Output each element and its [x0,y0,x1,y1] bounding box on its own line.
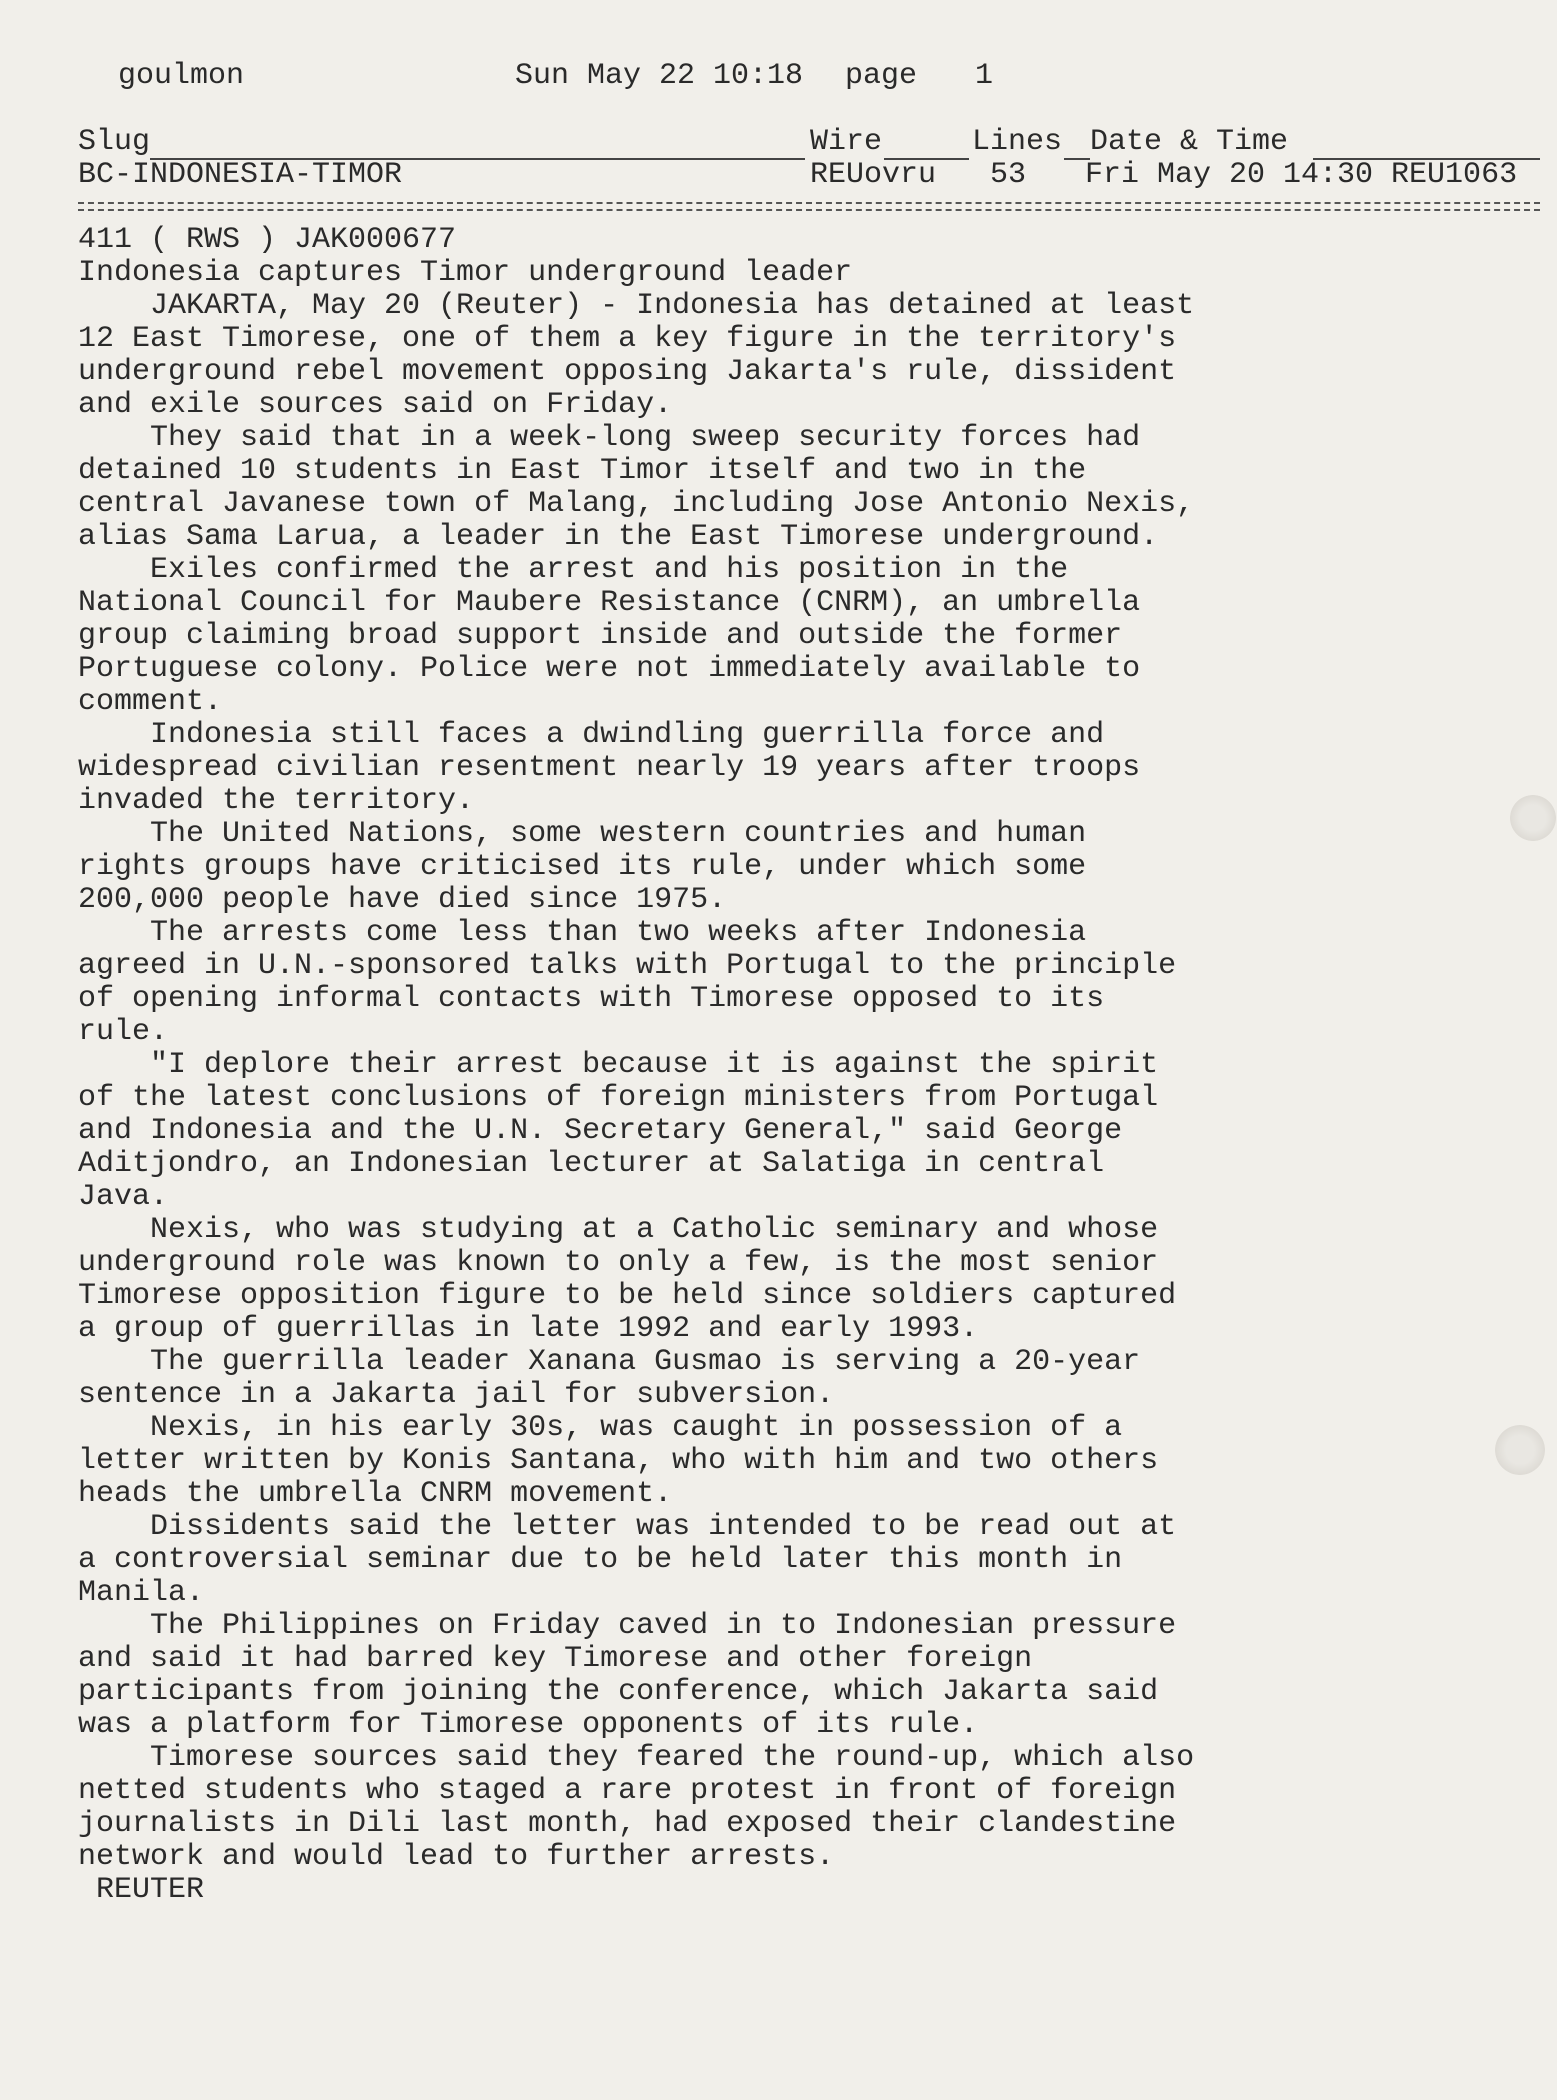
story-line: comment. [78,685,223,719]
story-line: was a platform for Timorese opponents of its rule. [78,1708,979,1742]
paper-blemish [1495,1425,1545,1475]
story-line: They said that in a week-long sweep security forces had [78,421,1141,455]
story-line: Aditjondro, an Indonesian lecturer at Salatiga in central [78,1147,1105,1181]
story-line: invaded the territory. [78,784,475,818]
story-line: heads the umbrella CNRM movement. [78,1477,673,1511]
story-body [78,224,1498,1907]
datetime-value: Fri May 20 14:30 REU1063 [1085,158,1518,192]
story-line: Nexis, in his early 30s, was caught in possession of a [78,1411,1123,1445]
story-line: rule. [78,1015,169,1049]
story-line: and said it had barred key Timorese and other foreign [78,1642,1033,1676]
story-line: journalists in Dili last month, had exposed their clandestine [78,1807,1177,1841]
story-line: Exiles confirmed the arrest and his position in the [78,553,1069,587]
story-line: participants from joining the conference, which Jakarta said [78,1675,1159,1709]
story-line: Nexis, who was studying at a Catholic seminary and whose [78,1213,1159,1247]
story-line: network and would lead to further arrests. [78,1840,835,1874]
datetime-label: Date & Time [1090,125,1289,159]
story-line: and Indonesia and the U.N. Secretary General," said George [78,1114,1123,1148]
story-line: Timorese sources said they feared the round-up, which also [78,1741,1195,1775]
story-line: netted students who staged a rare protest in front of foreign [78,1774,1177,1808]
header-page-label: page [845,59,918,93]
story-line: The guerrilla leader Xanana Gusmao is serving a 20-year [78,1345,1141,1379]
header-page-number: 1 [975,59,994,93]
story-line: of the latest conclusions of foreign ministers from Portugal [78,1081,1159,1115]
story-line: rights groups have criticised its rule, under which some [78,850,1087,884]
story-line: underground role was known to only a few, is the most senior [78,1246,1159,1280]
story-line: and exile sources said on Friday. [78,388,673,422]
header-user: goulmon [118,59,245,93]
story-line: sentence in a Jakarta jail for subversion. [78,1378,835,1412]
story-line: agreed in U.N.-sponsored talks with Portugal to the principle [78,949,1177,983]
story-line: Timorese opposition figure to be held since soldiers captured [78,1279,1177,1313]
story-line: Indonesia captures Timor underground leader [78,256,853,290]
story-line: National Council for Maubere Resistance (CNRM), an umbrella [78,586,1141,620]
story-line: detained 10 students in East Timor itself and two in the [78,454,1087,488]
story-line: The Philippines on Friday caved in to Indonesian pressure [78,1609,1177,1643]
story-line: a controversial seminar due to be held later this month in [78,1543,1123,1577]
story-line: Dissidents said the letter was intended to be read out at [78,1510,1177,1544]
story-line: Portuguese colony. Police were not immediately available to [78,652,1141,686]
story-line: Java. [78,1180,169,1214]
lines-label: Lines [972,125,1063,159]
story-line: 12 East Timorese, one of them a key figure in the territory's [78,322,1177,356]
story-line: central Javanese town of Malang, including Jose Antonio Nexis, [78,487,1195,521]
story-line: underground rebel movement opposing Jakarta's rule, dissident [78,355,1177,389]
story-line: 411 ( RWS ) JAK000677 [78,223,457,257]
story-line: widespread civilian resentment nearly 19 years after troops [78,751,1141,785]
lines-value: 53 [990,158,1027,192]
story-line: The United Nations, some western countries and human [78,817,1087,851]
header-datetime: Sun May 22 10:18 [515,59,804,93]
slug-label: Slug [78,125,151,159]
story-line: Manila. [78,1576,205,1610]
paper-blemish [1510,795,1556,841]
header-separator [78,202,1540,211]
story-line: group claiming broad support inside and outside the former [78,619,1123,653]
story-line: JAKARTA, May 20 (Reuter) - Indonesia has detained at least [78,289,1195,323]
story-line: letter written by Konis Santana, who with him and two others [78,1444,1159,1478]
story-line: The arrests come less than two weeks after Indonesia [78,916,1087,950]
story-line: alias Sama Larua, a leader in the East Timorese underground. [78,520,1159,554]
story-line: Indonesia still faces a dwindling guerrilla force and [78,718,1105,752]
story-line: REUTER [78,1873,205,1907]
slug-value: BC-INDONESIA-TIMOR [78,158,403,192]
story-line: a group of guerrillas in late 1992 and early 1993. [78,1312,979,1346]
story-line: "I deplore their arrest because it is against the spirit [78,1048,1159,1082]
wire-value: REUovru [810,158,937,192]
story-line: 200,000 people have died since 1975. [78,883,727,917]
wire-label: Wire [810,125,883,159]
story-line: of opening informal contacts with Timorese opposed to its [78,982,1105,1016]
